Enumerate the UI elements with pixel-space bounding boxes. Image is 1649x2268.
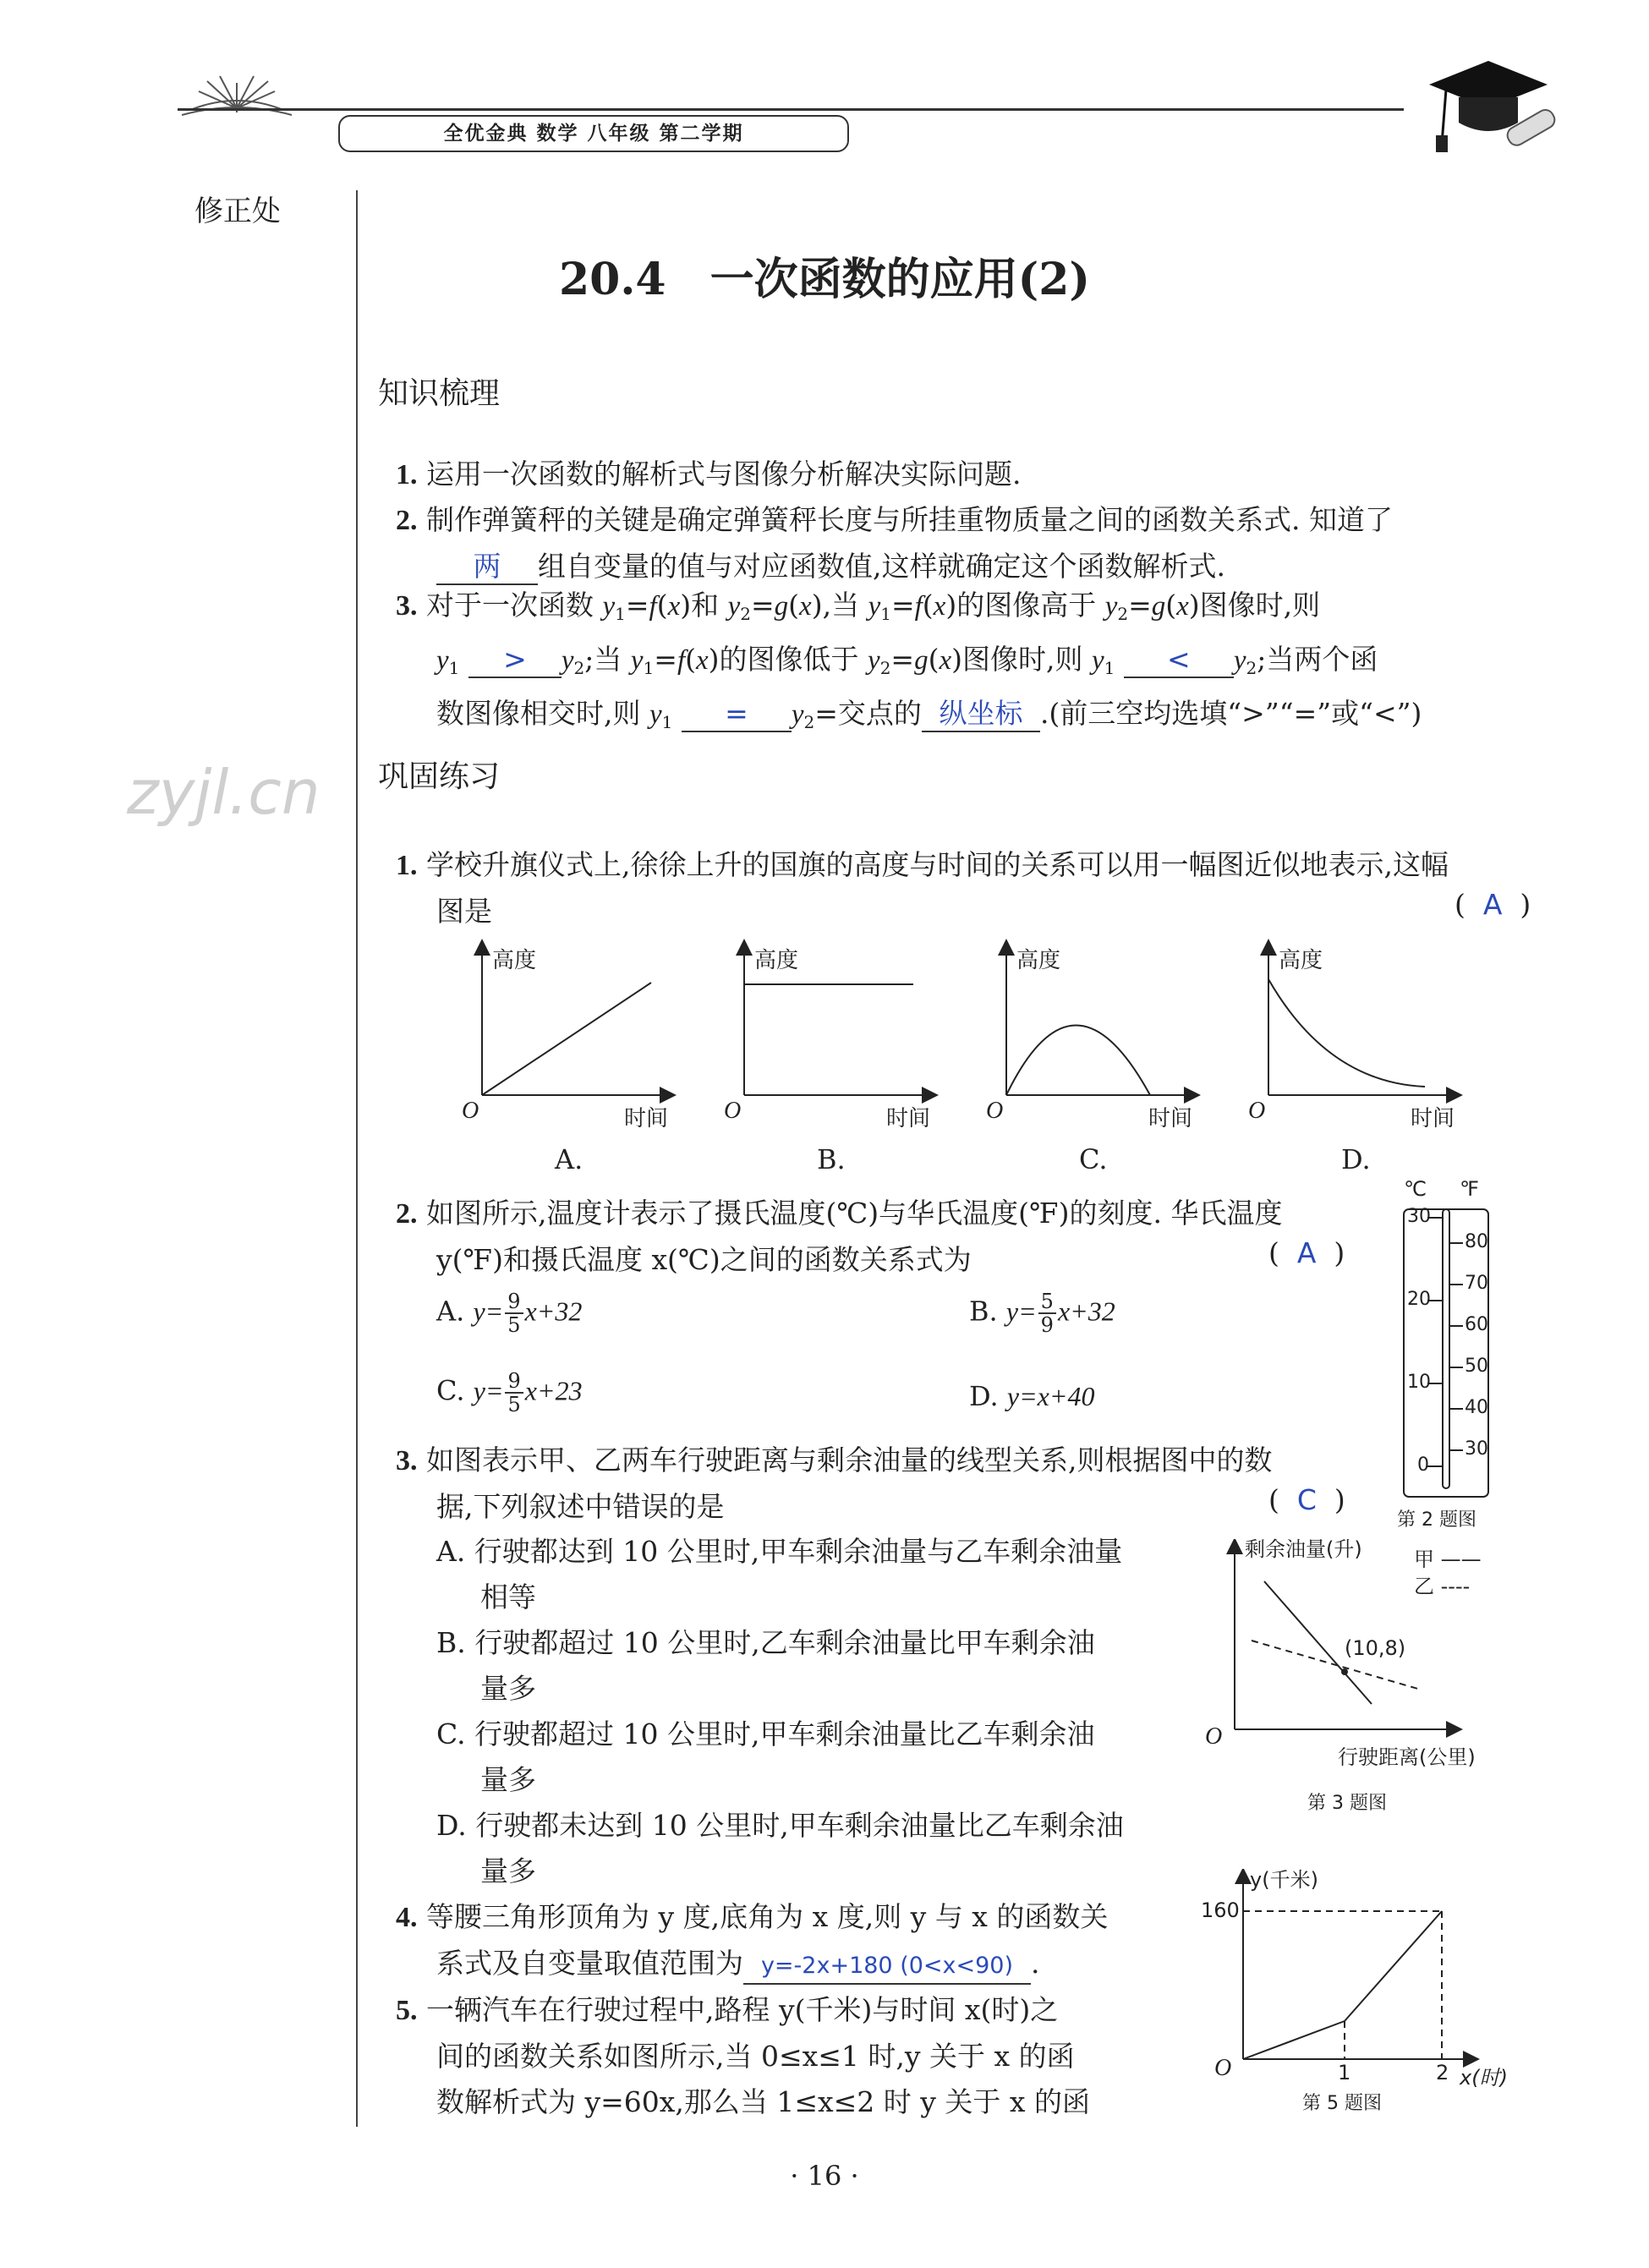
q1-option-a: A. xyxy=(555,1143,583,1175)
thermo-c-unit: ℃ xyxy=(1404,1177,1427,1201)
q2-answer-paren: ( A ) xyxy=(1268,1236,1345,1269)
graph-d-curve xyxy=(1268,979,1425,1087)
thermo-f-tick: 80 xyxy=(1465,1231,1488,1252)
q3-option-c: C. 行驶都超过 10 公里时,甲车剩余油量比乙车剩余油 量多 xyxy=(436,1717,1095,1796)
q2-option-b: B. y= $\frac{5}{9}$ x+32 xyxy=(969,1290,1115,1337)
thermo-f-tick: 40 xyxy=(1465,1397,1488,1418)
q5-caption: 第 5 题图 xyxy=(1302,2093,1382,2114)
margin-label: 修正处 xyxy=(194,194,281,228)
q1-option-c: C. xyxy=(1079,1143,1108,1175)
q1-option-d: D. xyxy=(1341,1143,1371,1175)
q1a-xlabel: 时间 xyxy=(624,1106,669,1131)
thermo-c-tick: 20 xyxy=(1407,1289,1431,1310)
q3-option-d: D. 行驶都未达到 10 公里时,甲车剩余油量比乙车剩余油 量多 xyxy=(436,1809,1124,1887)
segment-1 xyxy=(1243,2021,1345,2059)
q1a-origin: O xyxy=(462,1098,479,1124)
practice-q1: 1. 学校升旗仪式上,徐徐上升的国旗的高度与时间的关系可以用一幅图近似地表示,这幅 图是 xyxy=(396,848,1449,928)
segment-2 xyxy=(1345,1911,1442,2021)
q5-x1: 1 xyxy=(1338,2061,1351,2084)
q3-option-b: B. 行驶都超过 10 公里时,乙车剩余油量比甲车剩余油 量多 xyxy=(436,1626,1095,1705)
q2-option-d: D. y=x+40 xyxy=(969,1380,1095,1412)
q2-option-a: A. y= $\frac{9}{5}$ x+32 xyxy=(436,1290,583,1337)
knowledge-q3: 3. 对于一次函数 $y_1=f(x)$和 $y_2=g(x)$,当 $y_1=f(x)$的图像高于 $y_2=g(x)$图像时,则 $y_1 > y_2$;当 $y_1=f(x)$的图像低于 $y_2=g(x)$图像时,则 $y_1 < y_2$;当两个函 数图像相交时,则 $y_1 = y_2=$交点的 纵坐标 .(前三空均选填“>”“=”或“<”) xyxy=(396,589,1422,732)
q1c-origin: O xyxy=(986,1098,1004,1124)
knowledge-q2: 2. 制作弹簧秤的关键是确定弹簧秤长度与所挂重物质量之间的函数关系式. 知道了 两 组自变量的值与对应函数值,这样就确定这个函数解析式. xyxy=(396,497,1546,589)
q1a-ylabel: 高度 xyxy=(492,948,537,973)
practice-q4: 4. 等腰三角形顶角为 y 度,底角为 x 度,则 y 与 x 的函数关 系式及自变量取值范围为 y=-2x+180 (0<x<90) . xyxy=(396,1894,1208,1986)
thermo-f-tick: 70 xyxy=(1465,1273,1488,1294)
q3-xlabel: 行驶距离(公里) xyxy=(1338,1745,1476,1769)
q1d-origin: O xyxy=(1248,1098,1266,1124)
q1c-ylabel: 高度 xyxy=(1016,948,1061,973)
graph-c-curve xyxy=(1006,1026,1150,1096)
q1b-origin: O xyxy=(724,1098,742,1124)
q3-ylabel: 剩余油量(升) xyxy=(1245,1537,1362,1561)
q5-ylabel: y(千米) xyxy=(1250,1868,1318,1892)
header-rule xyxy=(178,108,1404,111)
graph-a-line xyxy=(482,983,651,1095)
header-banner xyxy=(338,115,849,152)
q3-legend-a: 甲 —— xyxy=(1414,1548,1482,1571)
practice-q3: 3. 如图表示甲、乙两车行驶距离与剩余油量的线型关系,则根据图中的数 据,下列叙述中错误的是 xyxy=(396,1444,1273,1523)
q1-option-b: B. xyxy=(817,1143,846,1175)
thermo-f-tick: 60 xyxy=(1465,1314,1488,1335)
thermo-c-tick: 10 xyxy=(1407,1372,1431,1393)
q5-x2: 2 xyxy=(1436,2061,1449,2084)
series-title: 全优金典 数学 八年级 第二学期 xyxy=(443,123,744,145)
q5-chart xyxy=(1218,1869,1488,2080)
thermo-c-tick: 30 xyxy=(1407,1206,1431,1227)
q2-option-c: C. y= $\frac{9}{5}$ x+23 xyxy=(436,1369,583,1416)
knowledge-q1: 1. 运用一次函数的解析式与图像分析解决实际问题. xyxy=(396,457,1022,490)
section-practice: 巩固练习 xyxy=(378,759,501,794)
margin-rule xyxy=(356,190,358,2127)
q5-origin: O xyxy=(1214,2055,1232,2081)
q1-graphs xyxy=(448,939,1548,1184)
q1c-xlabel: 时间 xyxy=(1148,1106,1193,1131)
page-number: · 16 · xyxy=(790,2160,859,2192)
page-title: 20.4 一次函数的应用(2) xyxy=(558,254,1091,305)
q3-caption: 第 3 题图 xyxy=(1307,1793,1387,1814)
watermark: zyjl.cn xyxy=(127,757,320,828)
section-knowledge: 知识梳理 xyxy=(378,376,501,411)
thermo-f-unit: ℉ xyxy=(1460,1177,1479,1201)
thermo-f-tick: 50 xyxy=(1465,1356,1488,1377)
q1-answer-paren: ( A ) xyxy=(1455,888,1531,921)
practice-q5: 5. 一辆汽车在行驶过程中,路程 y(千米)与时间 x(时)之 间的函数关系如图所示,当 0≤x≤1 时,y 关于 x 的函 数解析式为 y=60x,那么当 1≤x≤2 时 y 关于 x 的函 xyxy=(396,1993,1090,2118)
q3-legend-b: 乙 ---- xyxy=(1414,1575,1471,1598)
q3-option-a: A. 行驶都达到 10 公里时,甲车剩余油量与乙车剩余油量 相等 xyxy=(436,1535,1123,1613)
q1d-ylabel: 高度 xyxy=(1279,948,1323,973)
answer-q2: 两 xyxy=(473,550,501,583)
practice-q2: 2. 如图所示,温度计表示了摄氏温度(℃)与华氏温度(℉)的刻度. 华氏温度 y(℉)和摄氏温度 x(℃)之间的函数关系式为 xyxy=(396,1197,1283,1276)
q2-caption: 第 2 题图 xyxy=(1397,1509,1476,1531)
q1b-ylabel: 高度 xyxy=(754,948,799,973)
q1b-xlabel: 时间 xyxy=(886,1106,931,1131)
thermo-c-tick: 0 xyxy=(1417,1454,1429,1476)
graduation-cap-icon xyxy=(1421,51,1564,161)
q3-answer-paren: ( C ) xyxy=(1268,1483,1345,1516)
thermo-f-tick: 30 xyxy=(1465,1438,1488,1460)
q5-y160: 160 xyxy=(1201,1898,1240,1922)
q3-point-label: (10,8) xyxy=(1345,1636,1406,1660)
book-icon xyxy=(173,66,300,125)
intersection-point xyxy=(1341,1668,1348,1675)
q1d-xlabel: 时间 xyxy=(1411,1106,1455,1131)
q3-origin: O xyxy=(1205,1723,1223,1750)
q5-xlabel: x(时) xyxy=(1460,2066,1508,2090)
